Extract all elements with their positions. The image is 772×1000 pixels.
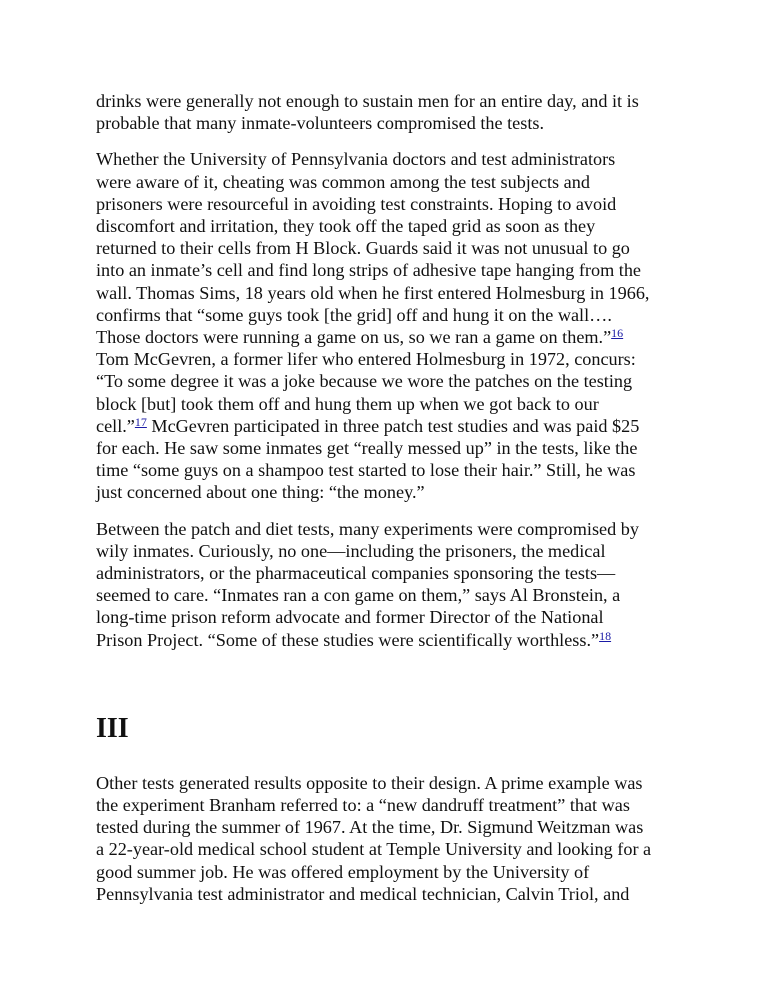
paragraph-4-text: Other tests generated results opposite to their design. A prime example was the experiment Branham referred to: a “new dandruff treatment” that was tested during the summer of 1967. At the time, Dr. Sigmund Weitzman was a 22-year-old medical school student at Temple University and looking for a good summer job. He was offered employment by the University of Pennsylvania test administrator and medical technician, Calvin Triol, and — [96, 772, 652, 904]
paragraph-2 — [96, 148, 686, 503]
paragraph-2-text-a: Whether the University of Pennsylvania doctors and test administrators were aware of it, cheating was common among the test subjects and prisoners were resourceful in avoiding test constraints. Hoping to avoid discomfort and irritation, they took off the taped grid as soon as they returned to their cells from H Block. Guards said it was not unusual to go into an inmate’s cell and find long strips of adhesive tape hanging from the wall. Thomas Sims, 18 years old when he first entered Holmesburg in 1966, confirms that “some guys took [the grid] off and hung it on the wall…. Those doctors were running a game on us, so we ran a game on them.” — [96, 149, 650, 348]
footnote-link-16[interactable]: 16 — [611, 326, 624, 341]
paragraph-1-text: drinks were generally not enough to sustain men for an entire day, and it is probable that many inmate-volunteers compromised the tests. — [96, 91, 639, 134]
paragraph-4 — [96, 772, 686, 905]
footnote-link-18[interactable]: 18 — [599, 628, 612, 643]
paragraph-3-text: Between the patch and diet tests, many experiments were compromised by wily inmates. Curiously, no one—including the prisoners, the medical administrators, or the pharmaceutical companies sponsoring the tests— seemed to care. “Inmates ran a con game on them,” says Al Bronstein, a long-time prison reform advocate and former Director of the National Prison Project. “Some of these studies were scientifically worthless.” — [96, 518, 639, 650]
document-page — [96, 90, 686, 919]
footnote-link-17[interactable]: 17 — [134, 414, 147, 429]
paragraph-2-text-c: McGevren participated in three patch test studies and was paid $25 for each. He saw some inmates get “really messed up” in the tests, like the time “some guys on a shampoo test started to lose their hair.” Still, he was just concerned about one thing: “the money.” — [96, 415, 640, 503]
paragraph-3 — [96, 518, 686, 651]
section-heading: III — [96, 712, 129, 744]
paragraph-2-text-b: Tom McGevren, a former lifer who entered Holmesburg in 1972, concurs: “To some degree it was a joke because we wore the patches on the testing block [but] took them off and hung them up when we got back to our cell.” — [96, 349, 636, 436]
paragraph-1 — [96, 90, 686, 134]
